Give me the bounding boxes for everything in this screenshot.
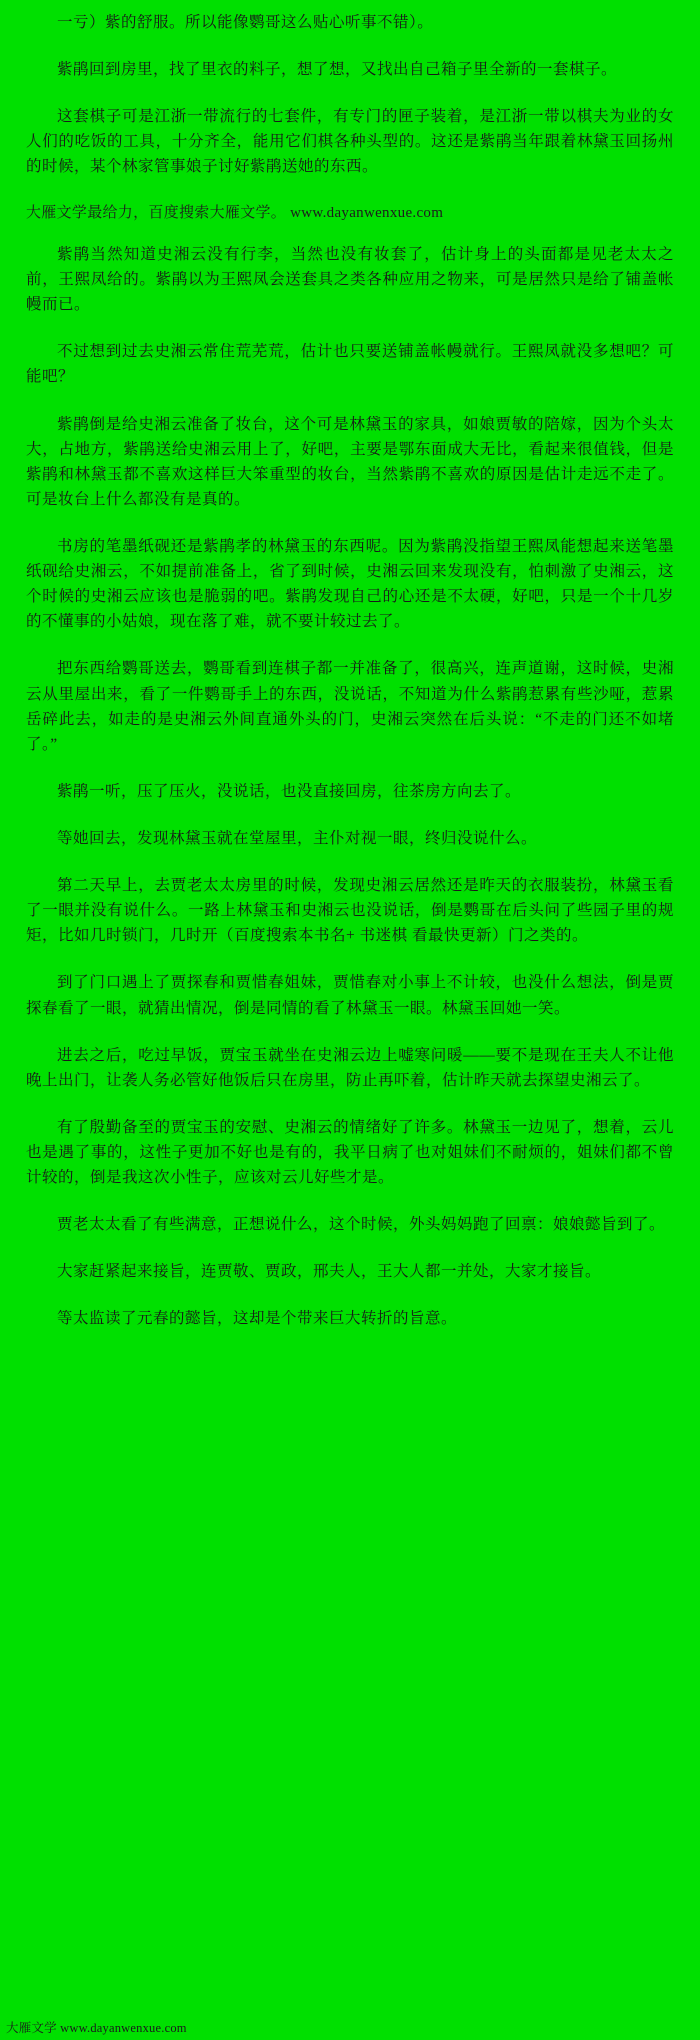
paragraph: 一亏）紫的舒服。所以能像鹦哥这么贴心听事不错）。 (57, 14, 434, 31)
paragraph: 大家赶紧起来接旨，连贾敬、贾政，邢夫人，王大人都一并处，大家才接旨。 (57, 1263, 602, 1281)
footer-site-url: www.dayanwenxue.com (60, 2021, 187, 2035)
paragraph: 书房的笔墨纸砚还是紫鹃孝的林黛玉的东西呢。因为紫鹃没指望王熙凤能想起来送笔墨纸砚给史湘云，不如提前准备上，省了到时候，史湘云回来发现没有，怕刺激了史湘云，这个时候的史湘云应该也是脆弱的吧。紫鹃发现自己的心还是不太硬，好吧，只是一个十几岁的不懂事的小姑娘，现在落了难，就不要计较过去了。 (26, 538, 674, 631)
paragraph: 等太监读了元春的懿旨，这却是个带来巨大转折的旨意。 (57, 1310, 458, 1328)
paragraph: 紫鹃倒是给史湘云准备了妆台，这个可是林黛玉的家具，如娘贾敏的陪嫁，因为个头太大，占地方，紫鹃送给史湘云用上了，好吧，主要是鄂东面成大无比，看起来很值钱，但是紫鹃和林黛玉都不喜欢这样巨大笨重型的妆台，当然紫鹃不喜欢的原因是估计走远不走了。可是妆台上什么都没有是真的。 (26, 415, 674, 508)
paragraph: 进去之后，吃过早饭，贾宝玉就坐在史湘云边上嘘寒问暖——要不是现在王夫人不让他晚上出门，让袭人务必管好他饭后只在房里，防止再吓着，估计昨天就去探望史湘云了。 (26, 1046, 674, 1089)
paragraph: 把东西给鹦哥送去，鹦哥看到连棋子都一并准备了，很高兴，连声道谢，这时候，史湘云从里屋出来，看了一件鹦哥手上的东西，没说话，不知道为什么紫鹃惹累有些沙哑，惹累岳碎此去，如走的是史湘云外间直通外头的门，史湘云突然在后头说：“不走的门还不如堵了。” (26, 660, 674, 753)
paragraph: 这套棋子可是江浙一带流行的七套件，有专门的匣子装着，是江浙一带以棋夫为业的女人们的吃饭的工具，十分齐全，能用它们棋各种头型的。这还是紫鹃当年跟着林黛玉回扬州的时候，某个林家管事娘子讨好紫鹃送她的东西。 (26, 108, 674, 176)
watermark-middle (26, 202, 674, 225)
paragraph: 等她回去，发现林黛玉就在堂屋里，主仆对视一眼，终归没说什么。 (57, 830, 538, 848)
footer-site-name: 大雁文学 (6, 2021, 57, 2035)
paragraph: 第二天早上，去贾老太太房里的时候，发现史湘云居然还是昨天的衣服装扮，林黛玉看了一眼并没有说什么。一路上林黛玉和史湘云也没说话，倒是鹦哥在后头问了些园子里的规矩，比如几时锁门，几时开（百度搜索本书名+ 书迷棋 看最快更新）门之类的。 (26, 877, 674, 945)
paragraph: 不过想到过去史湘云常住荒芜荒，估计也只要送铺盖帐幔就行。王熙凤就没多想吧？可能吧？ (26, 343, 674, 386)
paragraph: 紫鹃一听，压了压火，没说话，也没直接回房，往茶房方向去了。 (57, 782, 522, 800)
footer-watermark (6, 2018, 187, 2036)
watermark-middle-url: www.dayanwenxue.com (290, 204, 444, 221)
watermark-middle-text: 大雁文学最给力，百度搜索大雁文学。 (26, 204, 287, 221)
paragraph: 到了门口遇上了贾探春和贾惜春姐妹，贾惜春对小事上不计较，也没什么想法，倒是贾探春看了一眼，就猜出情况，倒是同情的看了林黛玉一眼。林黛玉回她一笑。 (26, 974, 674, 1017)
paragraph: 贾老太太看了有些满意，正想说什么，这个时候，外头妈妈跑了回禀：娘娘懿旨到了。 (57, 1216, 666, 1234)
paragraph: 紫鹃当然知道史湘云没有行李，当然也没有妆套了，估计身上的头面都是见老太太之前，王熙凤给的。紫鹃以为王熙凤会送套具之类各种应用之物来，可是居然只是给了铺盖帐幔而已。 (26, 246, 674, 314)
paragraph: 有了殷勤备至的贾宝玉的安慰、史湘云的情绪好了许多。林黛玉一边见了，想着，云儿也是遇了事的，这性子更加不好也是有的，我平日病了也对姐妹们不耐烦的，姐妹们都不曾计较的，倒是我这次小性子，应该对云儿好些才是。 (26, 1118, 674, 1187)
paragraph: 紫鹃回到房里，找了里衣的料子，想了想，又找出自己箱子里全新的一套棋子。 (57, 61, 618, 79)
